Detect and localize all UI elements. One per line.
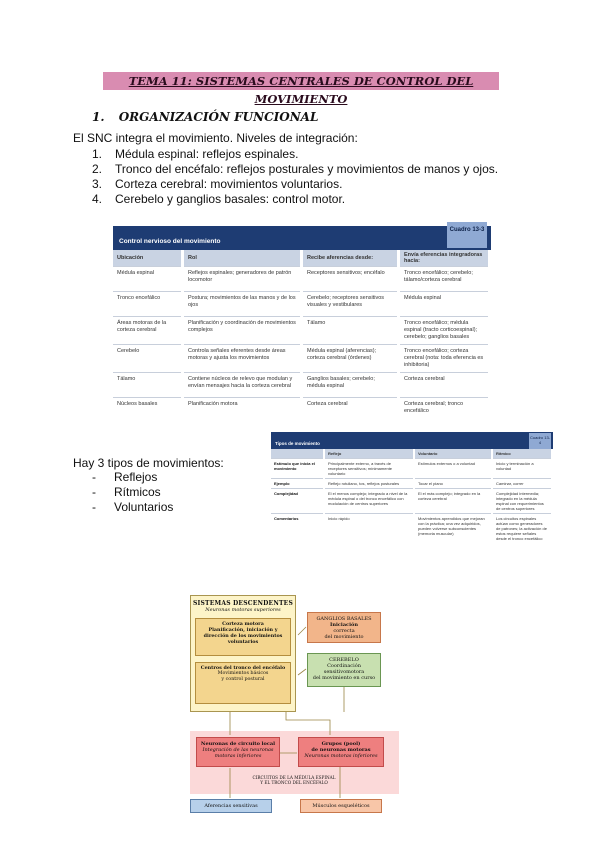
circuits-label: CIRCUITOS DE LA MÉDULA ESPINAL Y EL TRONCO DEL ENCÉFALO (252, 775, 336, 785)
list-item: - Rítmicos (92, 485, 161, 499)
table-row: Áreas motoras de la corteza cerebral Planificación y coordinación de movimientos complejos Tálamo Tronco encefálico; médula espinal (tracto corticoespinal); cerebelo; ganglios basales (113, 317, 490, 345)
column-header: Ubicación (113, 250, 183, 267)
cerebellum-box: CEREBELO Coordinación sensitivomotora del movimiento en curso (307, 653, 381, 687)
column-header: Recibe aferencias desde: (302, 250, 399, 267)
motor-systems-diagram (190, 595, 400, 810)
table (113, 250, 491, 418)
table-row: Médula espinal Reflejos espinales; generadores de patrón locomotor Receptores sensitivos; encéfalo Tronco encefálico; cerebelo; tálamo/corteza cerebral (113, 267, 490, 292)
column-header (271, 449, 324, 459)
table-tag: Cuadro 13-4 (529, 433, 551, 449)
column-header: Rol (183, 250, 302, 267)
list-item: - Reflejos (92, 470, 158, 484)
local-circuit-box: Neuronas de circuito local Integración de las neuronas motoras inferiores (196, 737, 280, 767)
basal-ganglia-box: GANGLIOS BASALES Iniciación correcta del movimiento (307, 612, 381, 643)
types-list (92, 470, 173, 515)
list-item: 4. Cerebelo y ganglios basales: control motor. (92, 192, 346, 206)
table-header-bar (113, 226, 491, 250)
table-row: Cerebelo Controla señales eferentes desde áreas motoras y ajusta los movimientos Médula espinal (aferencias); corteza cerebral (órdenes) Tronco encefálico; corteza cerebral (nota: toda eferencia es inhibitoria) (113, 345, 490, 373)
table-row: Ejemplo Reflejo rotuliano, tos, reflejos posturales Tocar el piano Caminar, correr (271, 479, 552, 489)
table-caption: Control nervioso del movimiento (119, 238, 221, 245)
arrow-cerebellum-to-brainstem (298, 669, 306, 675)
column-header: Reflejo (324, 449, 414, 459)
motor-pools-box: Grupos (pool) de neuronas motoras Neuronas motoras inferiores (298, 737, 384, 767)
column-header: Envía eferencias integradoras hacia: (399, 250, 490, 267)
table-row: Complejidad El el menos complejo; integrado a nivel de la médula espinal o del tronco encefálico con modulación de centros superiores El el más complejo; integrado en la corteza cerebral Complejidad intermedia; integrado en la médula espinal con requerimientos de centros superiores (271, 489, 552, 514)
column-header: Voluntario (414, 449, 492, 459)
column-header: Rítmico (492, 449, 552, 459)
movement-types-table (271, 432, 553, 567)
table-header-bar (271, 432, 553, 449)
list-item: - Voluntarios (92, 500, 174, 514)
skeletal-muscles-box: Músculos esqueléticos (300, 799, 382, 813)
brainstem-centers-box: Centros del tronco del encéfalo Movimientos básicos y control postural (195, 662, 291, 704)
motor-cortex-box: Corteza motora Planificación, iniciación y dirección de los movimientos voluntarios (195, 618, 291, 656)
list-item: 3. Corteza cerebral: movimientos voluntarios. (92, 177, 343, 191)
sensory-afferents-box: Aferencias sensitivas (190, 799, 272, 813)
table-row: Núcleos basales Planificación motora Corteza cerebral Corteza cerebral; tronco encefálico (113, 398, 490, 419)
page-title: TEMA 11: SISTEMAS CENTRALES DE CONTROL DEL MOVIMIENTO (128, 74, 474, 106)
intro-text: El SNC integra el movimiento. Niveles de integración: (73, 131, 358, 145)
list-item: 1. Médula espinal: reflejos espinales. (92, 147, 299, 161)
table-row: Tálamo Contiene núcleos de relevo que modulan y envían mensajes hacia la corteza cerebral Ganglios basales; cerebelo; médula espinal Corteza cerebral (113, 373, 490, 398)
table-row: Tronco encefálico Postura; movimientos de las manos y de los ojos Cerebelo; receptores sensitivos visuales y vestibulares Médula espinal (113, 292, 490, 317)
descending-systems-box: SISTEMAS DESCENDENTES Neuronas motoras superiores Corteza motora Planificación, iniciación y dirección de los movimientos voluntarios Centros del tronco del encéfalo Movimientos básicos y control postural (190, 595, 296, 712)
motor-control-table (113, 226, 491, 417)
table (271, 449, 553, 543)
table-row: Comentarios Inicio rápido Movimientos aprendidos que mejoran con la práctica; una vez adquiridos, pueden volverse subconscientes (memoria muscular) Los circuitos espinales actúan como generadores de patrones; la activación de estos requiere señales desde el tronco encefálico (271, 514, 552, 544)
table-tag: Cuadro 13-3 (447, 222, 487, 248)
section-heading (92, 110, 318, 124)
section-label: ORGANIZACIÓN FUNCIONAL (118, 110, 319, 124)
section-number: 1. (92, 110, 105, 124)
table-caption: Tipos de movimiento (275, 441, 320, 446)
arrow-basal-to-cortex (298, 627, 306, 635)
levels-list (92, 147, 498, 207)
table-row: Estímulo que inicia el movimiento Principalmente externo, a través de receptores sensitivos; mínimamente voluntario Estímulos externos o a voluntad Inicio y terminación a voluntad (271, 459, 552, 479)
types-intro: Hay 3 tipos de movimientos: (73, 456, 224, 470)
list-item: 2. Tronco del encéfalo: reflejos posturales y movimientos de manos y ojos. (92, 162, 499, 176)
